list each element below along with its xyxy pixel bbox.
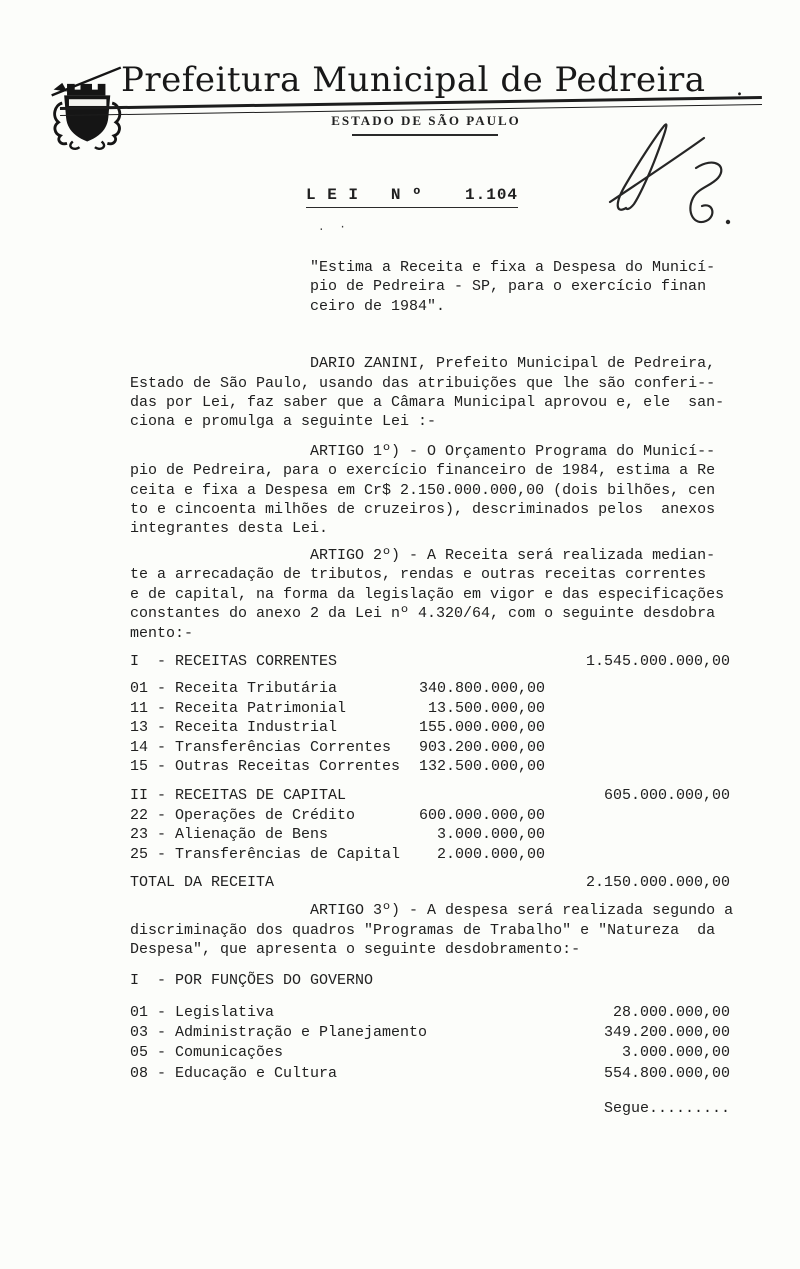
artigo-3-paragraph: [130, 901, 734, 959]
artigo-2-line: constantes do anexo 2 da Lei nº 4.320/64, com o seguinte desdobra: [130, 605, 716, 623]
artigo-3-line: ARTIGO 3º) - A despesa será realizada segundo a: [130, 902, 734, 920]
epigraph-line: "Estima a Receita e fixa a Despesa do Municí-: [310, 259, 716, 276]
total-value: 2.150.000.000,00: [585, 873, 730, 891]
table-row: [130, 738, 730, 757]
artigo-2-line: ARTIGO 2º) - A Receita será realizada median-: [130, 546, 716, 564]
subtitle-divider: [352, 134, 498, 136]
funcoes-governo-heading: I - POR FUNÇÕES DO GOVERNO: [130, 971, 374, 989]
receitas-capital-header-row: [130, 786, 730, 805]
preamble-line: DARIO ZANINI, Prefeito Municipal de Pedreira,: [130, 355, 716, 373]
row-label: 23 - Alienação de Bens: [130, 826, 329, 844]
receitas-capital-block: [130, 786, 730, 864]
artigo-1-line: to e cincoenta milhões de cruzeiros), descriminados pelos anexos: [130, 501, 716, 519]
row-label: 25 - Transferências de Capital: [130, 845, 401, 863]
table-row: [130, 699, 730, 718]
table-row: [130, 1064, 730, 1084]
table-row: [130, 757, 730, 776]
table-row: [130, 1003, 730, 1023]
law-epigraph: [310, 258, 730, 316]
continuation-marker: Segue.........: [603, 1099, 730, 1117]
masthead-title: Prefeitura Municipal de Pedreira: [121, 60, 706, 100]
receitas-correntes-items: [130, 679, 730, 776]
row-value: 28.000.000,00: [612, 1004, 730, 1021]
total-receita-row: [130, 873, 730, 892]
artigo-2-line: mento:-: [130, 624, 194, 642]
row-label: 01 - Legislativa: [130, 1004, 275, 1021]
funcoes-governo-items: [130, 1003, 730, 1084]
table-row: [130, 718, 730, 737]
epigraph-line: pio de Pedreira - SP, para o exercício finan: [310, 278, 707, 296]
row-value: 132.500.000,00: [418, 757, 545, 775]
preamble-line: Estado de São Paulo, usando das atribuições que lhe são conferi--: [130, 374, 716, 392]
table-row: [130, 1043, 730, 1063]
section-total: 1.545.000.000,00: [585, 652, 730, 670]
section-total: 605.000.000,00: [603, 787, 730, 805]
table-row: [130, 825, 730, 844]
section-label: I - RECEITAS CORRENTES: [130, 652, 338, 670]
table-row: [130, 679, 730, 698]
artigo-1-paragraph: [130, 442, 730, 539]
table-row: [130, 845, 730, 864]
artigo-1-line: ARTIGO 1º) - O Orçamento Programa do Municí--: [130, 442, 716, 460]
law-preamble: [130, 354, 730, 432]
row-value: 13.500.000,00: [427, 699, 545, 717]
row-value: 3.000.000,00: [621, 1044, 730, 1062]
receitas-correntes-header-row: [130, 652, 730, 671]
row-value: 340.800.000,00: [418, 680, 545, 698]
artigo-1-line: ceita e fixa a Despesa em Cr$ 2.150.000.000,00 (dois bilhões, cen: [130, 481, 716, 499]
row-label: 01 - Receita Tributária: [130, 680, 338, 698]
artigo-3-line: Despesa", que apresenta o seguinte desdobramento:-: [130, 941, 581, 959]
row-value: 903.200.000,00: [418, 738, 545, 756]
row-value: 3.000.000,00: [436, 826, 545, 844]
table-row: [130, 1023, 730, 1043]
row-label: 15 - Outras Receitas Correntes: [130, 757, 401, 775]
artigo-2-paragraph: [130, 546, 730, 643]
law-number-heading: L E I N º 1.104: [306, 186, 518, 208]
artigo-3-line: discriminação dos quadros "Programas de Trabalho" e "Natureza da: [130, 921, 716, 939]
row-value: 2.000.000,00: [436, 845, 545, 863]
row-label: 11 - Receita Patrimonial: [130, 699, 347, 717]
row-label: 03 - Administração e Planejamento: [130, 1024, 428, 1042]
row-label: 22 - Operações de Crédito: [130, 806, 356, 824]
document-body: [130, 258, 734, 1118]
preamble-line: das por Lei, faz saber que a Câmara Municipal aprovou e, ele san-: [130, 394, 725, 412]
signature-icon: [596, 116, 766, 246]
epigraph-line: ceiro de 1984".: [310, 297, 446, 315]
masthead-subtitle: ESTADO DE SÃO PAULO: [331, 113, 521, 128]
row-label: 13 - Receita Industrial: [130, 719, 338, 737]
scan-specks: . ·: [318, 222, 350, 234]
section-label: II - RECEITAS DE CAPITAL: [130, 787, 347, 805]
table-row: [130, 806, 730, 825]
row-value: 600.000.000,00: [418, 806, 545, 824]
total-label: TOTAL DA RECEITA: [130, 873, 275, 891]
row-label: 14 - Transferências Correntes: [130, 738, 392, 756]
artigo-1-line: integrantes desta Lei.: [130, 520, 329, 538]
row-label: 08 - Educação e Cultura: [130, 1064, 338, 1082]
artigo-1-line: pio de Pedreira, para o exercício financeiro de 1984, estima a Re: [130, 462, 716, 480]
artigo-2-line: te a arrecadação de tributos, rendas e outras receitas correntes: [130, 566, 707, 584]
row-value: 155.000.000,00: [418, 719, 545, 737]
row-label: 05 - Comunicações: [130, 1044, 284, 1062]
artigo-2-line: e de capital, na forma da legislação em vigor e das especificações: [130, 585, 725, 603]
row-value: 349.200.000,00: [603, 1024, 730, 1042]
masthead-title-period: .: [736, 76, 743, 101]
preamble-line: ciona e promulga a seguinte Lei :-: [130, 413, 437, 431]
row-value: 554.800.000,00: [603, 1064, 730, 1082]
